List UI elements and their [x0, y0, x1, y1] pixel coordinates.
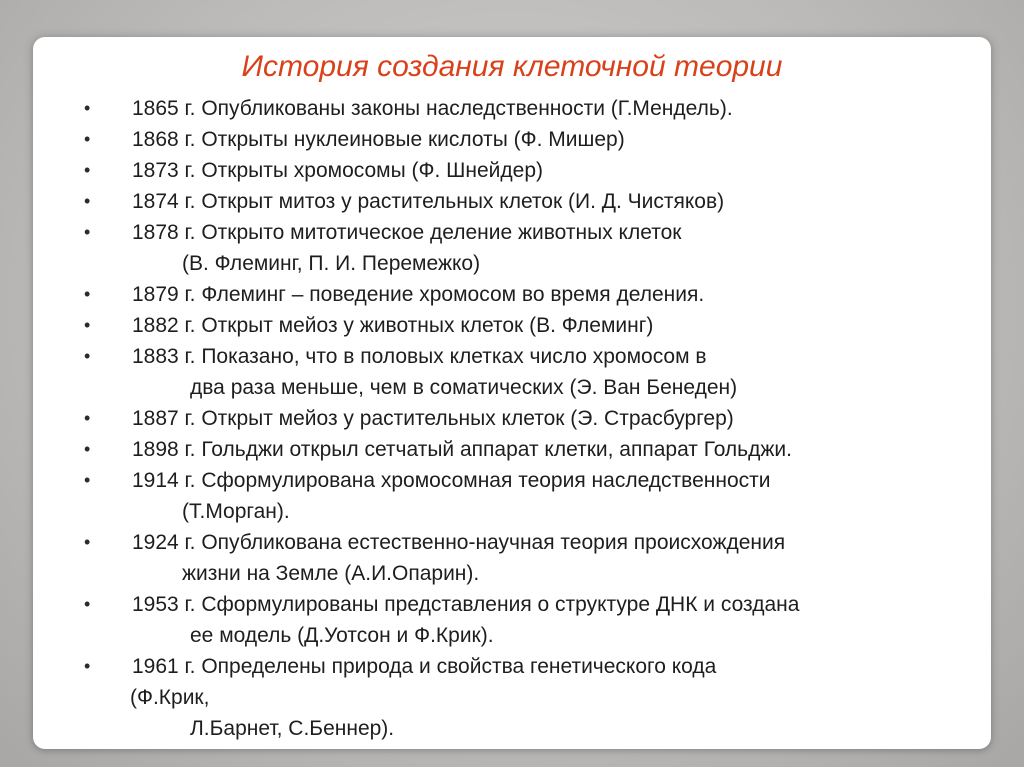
list-item	[33, 651, 991, 744]
timeline-list	[33, 93, 991, 744]
list-item	[33, 155, 991, 186]
entry-text: 1879 г. Флеминг – поведение хромосом во время деления.	[132, 283, 705, 306]
entry-text: 1868 г. Открыты нуклеиновые кислоты (Ф. Мишер)	[132, 128, 625, 151]
list-item	[33, 589, 991, 651]
bullet-marker: •	[84, 532, 91, 552]
entry-text-continuation: два раза меньше, чем в соматических (Э. Ван Бенеден)	[190, 376, 738, 399]
entry-text-continuation: Л.Барнет, С.Беннер).	[190, 717, 395, 740]
list-item	[33, 341, 991, 403]
entry-text: 1874 г. Открыт митоз у растительных клеток (И. Д. Чистяков)	[132, 190, 725, 213]
entry-text: 1961 г. Определены природа и свойства генетического кода	[132, 655, 717, 678]
list-item	[33, 403, 991, 434]
list-item	[33, 310, 991, 341]
list-item	[33, 93, 991, 124]
list-item	[33, 434, 991, 465]
bullet-marker: •	[84, 439, 91, 459]
list-item	[33, 465, 991, 527]
list-item	[33, 124, 991, 155]
entry-text: 1883 г. Показано, что в половых клетках число хромосом в	[132, 345, 707, 368]
bullet-marker: •	[84, 191, 91, 211]
entry-text-continuation: (Т.Морган).	[182, 500, 290, 523]
bullet-marker: •	[84, 315, 91, 335]
entry-text: 1865 г. Опубликованы законы наследственности (Г.Мендель).	[132, 97, 733, 120]
entry-text-continuation: (Ф.Крик,	[130, 686, 210, 709]
bullet-marker: •	[84, 129, 91, 149]
bullet-marker: •	[84, 222, 91, 242]
entry-text: 1887 г. Открыт мейоз у растительных клеток (Э. Страсбургер)	[132, 407, 734, 430]
bullet-marker: •	[84, 656, 91, 676]
list-item	[33, 279, 991, 310]
entry-text: 1878 г. Открыто митотическое деление животных клеток	[132, 221, 682, 244]
list-item	[33, 527, 991, 589]
entry-text: 1873 г. Открыты хромосомы (Ф. Шнейдер)	[132, 159, 544, 182]
bullet-marker: •	[84, 594, 91, 614]
bullet-marker: •	[84, 470, 91, 490]
list-item	[33, 217, 991, 279]
entry-text: 1924 г. Опубликована естественно-научная теория происхождения	[132, 531, 786, 554]
slide-title: История создания клеточной теории	[241, 50, 783, 83]
entry-text: 1953 г. Сформулированы представления о структуре ДНК и создана	[132, 593, 800, 616]
list-item	[33, 186, 991, 217]
entry-text-continuation: жизни на Земле (А.И.Опарин).	[182, 562, 480, 585]
bullet-marker: •	[84, 284, 91, 304]
entry-text-continuation: ее модель (Д.Уотсон и Ф.Крик).	[190, 624, 494, 647]
bullet-marker: •	[84, 346, 91, 366]
entry-text: 1882 г. Открыт мейоз у животных клеток (В. Флеминг)	[132, 314, 654, 337]
entry-text: 1898 г. Гольджи открыл сетчатый аппарат клетки, аппарат Гольджи.	[132, 438, 792, 461]
bullet-marker: •	[84, 98, 91, 118]
slide	[33, 37, 991, 749]
entry-text: 1914 г. Сформулирована хромосомная теория наследственности	[132, 469, 771, 492]
bullet-marker: •	[84, 160, 91, 180]
entry-text-continuation: (В. Флеминг, П. И. Перемежко)	[182, 252, 481, 275]
bullet-marker: •	[84, 408, 91, 428]
